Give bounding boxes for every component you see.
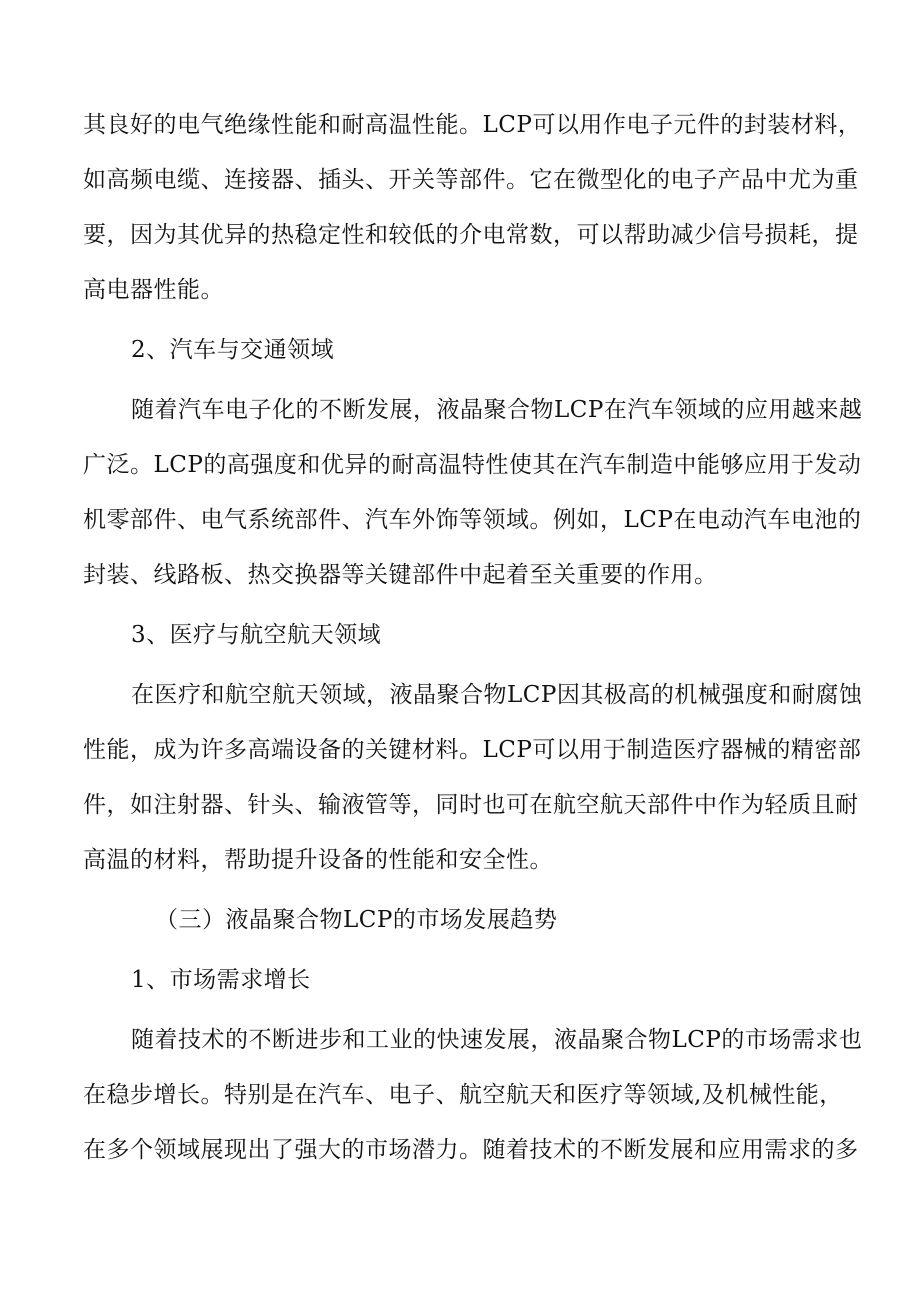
paragraph-3-line-2: 性能，成为许多高端设备的关键材料。LCP可以用于制造医疗器械的精密部 (83, 737, 862, 763)
paragraph-3-line-1: 在医疗和航空航天领域，液晶聚合物LCP因其极高的机械强度和耐腐蚀 (131, 682, 863, 708)
paragraph-2-line-2: 广泛。LCP的高强度和优异的耐高温特性使其在汽车制造中能够应用于发动 (83, 452, 862, 478)
paragraph-2-line-3: 机零部件、电气系统部件、汽车外饰等领域。例如，LCP在电动汽车电池的 (83, 507, 862, 533)
paragraph-3-line-3: 件，如注射器、针头、输液管等，同时也可在航空航天部件中作为轻质且耐 (83, 792, 859, 818)
paragraph-4-line-3: 在多个领域展现出了强大的市场潜力。随着技术的不断发展和应用需求的多 (83, 1137, 859, 1163)
paragraph-2-line-4: 封装、线路板、热交换器等关键部件中起着至关重要的作用。 (83, 562, 718, 588)
paragraph-1-line-2: 如高频电缆、连接器、插头、开关等部件。它在微型化的电子产品中尤为重 (83, 167, 859, 193)
paragraph-3-line-4: 高温的材料，帮助提升设备的性能和安全性。 (83, 847, 553, 873)
paragraph-4-line-1: 随着技术的不断进步和工业的快速发展，液晶聚合物LCP的市场需求也 (131, 1027, 863, 1053)
paragraph-4-line-2: 在稳步增长。特别是在汽车、电子、航空航天和医疗等领域,及机械性能， (83, 1082, 843, 1108)
paragraph-1-line-1: 其良好的电气绝缘性能和耐高温性能。LCP可以用作电子元件的封装材料， (83, 112, 862, 138)
paragraph-2-line-1: 随着汽车电子化的不断发展，液晶聚合物LCP在汽车领域的应用越来越 (131, 397, 863, 423)
heading-medical-aerospace: 3、医疗与航空航天领域 (131, 622, 382, 648)
section-heading-market-trends: （三）液晶聚合物LCP的市场发展趋势 (155, 907, 558, 933)
paragraph-1-line-4: 高电器性能。 (83, 277, 224, 303)
heading-market-demand: 1、市场需求增长 (131, 967, 311, 993)
heading-automotive: 2、汽车与交通领域 (131, 337, 335, 363)
paragraph-1-line-3: 要，因为其优异的热稳定性和较低的介电常数，可以帮助减少信号损耗，提 (83, 222, 859, 248)
